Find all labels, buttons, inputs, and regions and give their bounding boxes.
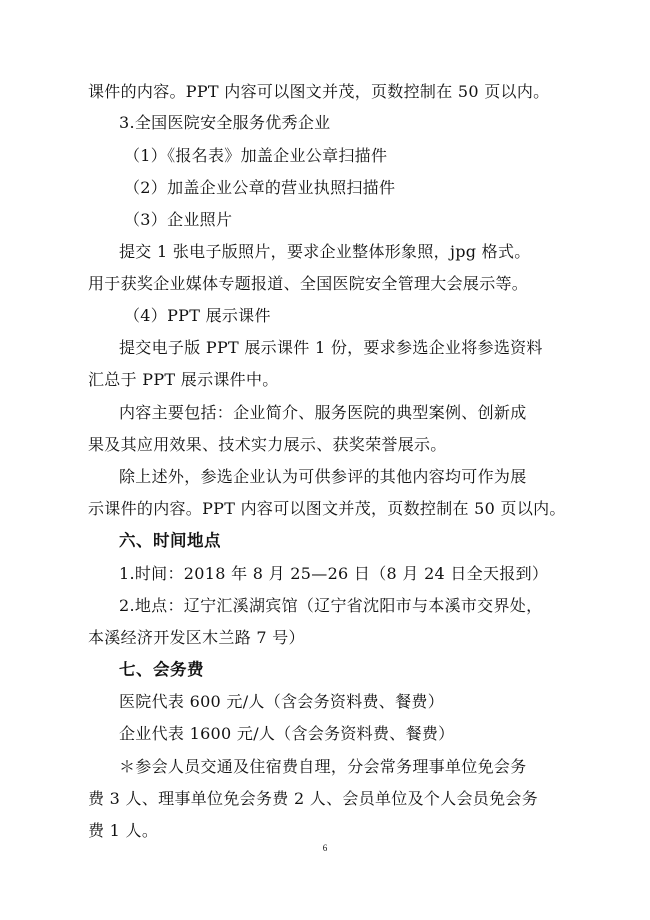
- text-line-hospital-fee: 医院代表 600 元/人（含会务资料费、餐费）: [119, 692, 445, 711]
- text-line-14: 示课件的内容。PPT 内容可以图文并茂，页数控制在 50 页以内。: [88, 499, 566, 518]
- section-heading-time-place: 六、时间地点: [119, 531, 221, 550]
- text-line-11: 内容主要包括：企业简介、服务医院的典型案例、创新成: [119, 403, 527, 422]
- text-line-7: 用于获奖企业媒体专题报道、全国医院安全管理大会展示等。: [88, 274, 529, 293]
- text-line-company-fee: 企业代表 1600 元/人（含会务资料费、餐费）: [119, 724, 455, 743]
- text-line-note-2: 费 3 人、理事单位免会务费 2 人、会员单位及个人会员免会务: [88, 789, 539, 808]
- text-line-10: 汇总于 PPT 展示课件中。: [88, 370, 279, 389]
- text-line-note-3: 费 1 人。: [88, 821, 159, 840]
- text-line-3: （1）《报名表》加盖企业公章扫描件: [124, 146, 388, 165]
- text-line-6: 提交 1 张电子版照片，要求企业整体形象照，jpg 格式。: [119, 242, 531, 261]
- text-line-8: （4）PPT 展示课件: [124, 306, 271, 325]
- text-line-time: 1.时间：2018 年 8 月 25—26 日（8 月 24 日全天报到）: [119, 564, 549, 583]
- text-line-4: （2）加盖企业公章的营业执照扫描件: [124, 178, 396, 197]
- text-line-1: 课件的内容。PPT 内容可以图文并茂，页数控制在 50 页以内。: [88, 82, 550, 101]
- text-line-9: 提交电子版 PPT 展示课件 1 份，要求参选企业将参选资料: [119, 338, 543, 357]
- text-line-12: 果及其应用效果、技术实力展示、获奖荣誉展示。: [88, 435, 447, 454]
- text-line-13: 除上述外，参选企业认为可供参评的其他内容均可作为展: [119, 467, 527, 486]
- section-heading-fee: 七、会务费: [119, 660, 204, 679]
- page-number: 6: [322, 843, 328, 853]
- text-line-place: 2.地点：辽宁汇溪湖宾馆（辽宁省沈阳市与本溪市交界处，: [119, 596, 543, 615]
- text-line-address: 本溪经济开发区木兰路 7 号）: [88, 628, 305, 647]
- text-line-2: 3.全国医院安全服务优秀企业: [119, 113, 331, 132]
- text-line-note-1: ＊参会人员交通及住宿费自理，分会常务理事单位免会务: [119, 757, 527, 776]
- text-line-5: （3）企业照片: [124, 210, 233, 229]
